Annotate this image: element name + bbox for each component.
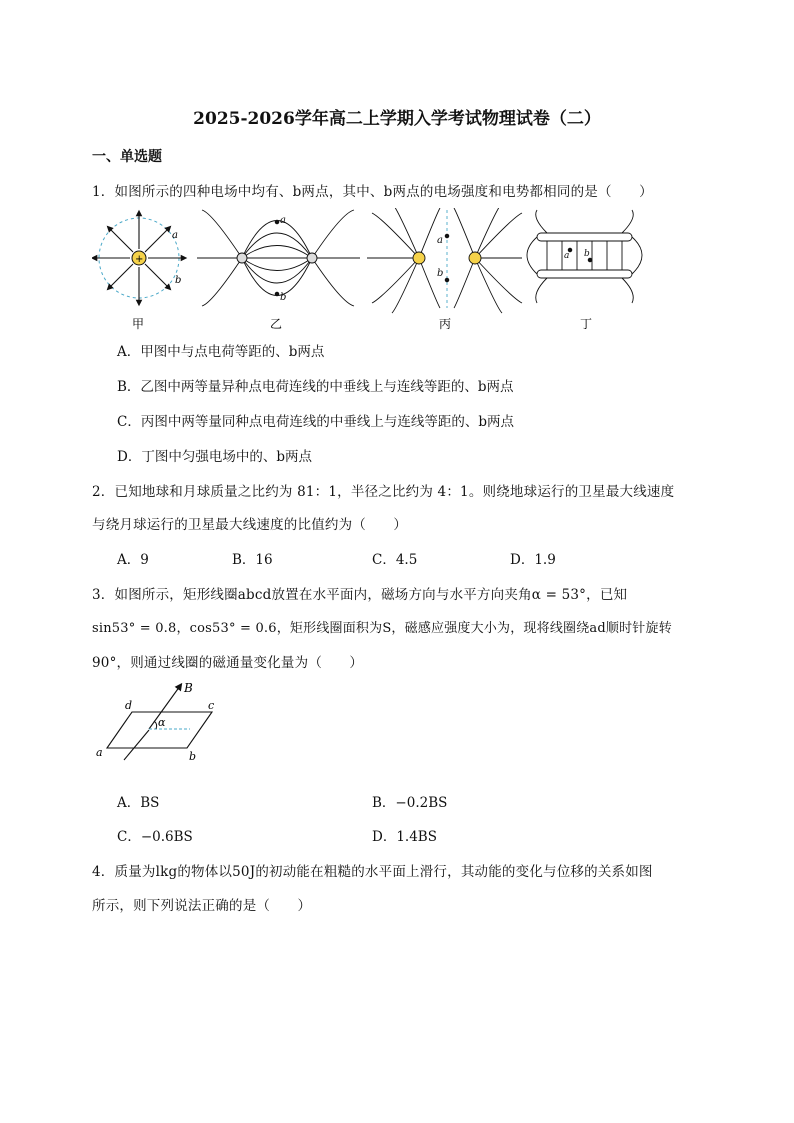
svg-text:a: a: [280, 215, 286, 226]
q1-option-c[interactable]: C．丙图中两等量同种点电荷连线的中垂线上与连线等距的、b两点: [117, 414, 514, 430]
svg-text:b: b: [280, 292, 287, 303]
q3-figure: [92, 680, 242, 780]
q4-stem-line2: 所示，则下列说法正确的是（ ）: [92, 898, 312, 914]
figure-jia: [94, 213, 184, 303]
q3-stem-line2: sin53° = 0.8，cos53° = 0.6，矩形线圈面积为S，磁感应强度大小为，现将线圈绕ad顺时针旋转: [92, 621, 672, 636]
label-B: B: [184, 681, 193, 695]
svg-text:a: a: [172, 230, 178, 241]
q3-option-a[interactable]: A．BS: [117, 795, 160, 811]
label-alpha: α: [158, 716, 166, 729]
section-heading: 一、单选题: [92, 149, 162, 165]
svg-text:a: a: [437, 235, 443, 246]
fig-label-bing: 丙: [439, 317, 452, 331]
q2-option-b[interactable]: B．16: [232, 552, 273, 568]
q2-stem-line2: 与绕月球运行的卫星最大线速度的比值约为（ ）: [92, 517, 408, 533]
label-c: c: [208, 699, 215, 712]
q2-option-a[interactable]: A．9: [117, 552, 149, 568]
q1-figures: [92, 208, 692, 333]
page-title: 2025-2026学年高二上学期入学考试物理试卷（二）: [193, 109, 601, 129]
label-d: d: [125, 699, 133, 712]
q4-stem-line1: 4．质量为lkg的物体以50J的初动能在粗糙的水平面上滑行，其动能的变化与位移的关系如图: [92, 864, 653, 880]
fig-label-jia: 甲: [132, 317, 145, 331]
q3-stem-line1: 3．如图所示，矩形线圈abcd放置在水平面内，磁场方向与水平方向夹角α = 53°，已知: [92, 587, 628, 603]
q3-option-c[interactable]: C．−0.6BS: [117, 829, 193, 845]
q1-stem: 1．如图所示的四种电场中均有、b两点，其中、b两点的电场强度和电势都相同的是（ ）: [92, 184, 653, 200]
label-b: b: [189, 750, 197, 763]
q3-stem-line3: 90°，则通过线圈的磁通量变化量为（ ）: [92, 655, 364, 671]
svg-text:+: +: [135, 254, 144, 265]
figure-bing: [367, 208, 522, 313]
fig-label-yi: 乙: [270, 317, 283, 331]
svg-text:b: b: [584, 249, 590, 259]
q3-option-d[interactable]: D．1.4BS: [372, 829, 437, 845]
svg-text:b: b: [175, 275, 182, 286]
q2-option-d[interactable]: D．1.9: [510, 552, 556, 568]
q1-option-a[interactable]: A．甲图中与点电荷等距的、b两点: [117, 344, 325, 360]
q2-option-c[interactable]: C．4.5: [372, 552, 418, 568]
q1-option-d[interactable]: D．丁图中匀强电场中的、b两点: [117, 449, 312, 465]
svg-text:b: b: [437, 268, 444, 279]
q1-option-b[interactable]: B．乙图中两等量异种点电荷连线的中垂线上与连线等距的、b两点: [117, 379, 514, 395]
fig-label-ding: 丁: [580, 317, 593, 331]
q2-stem-line1: 2．已知地球和月球质量之比约为 81：1，半径之比约为 4：1。则绕地球运行的卫星最大线速度: [92, 484, 675, 500]
label-a: a: [96, 746, 103, 759]
q3-option-b[interactable]: B．−0.2BS: [372, 795, 448, 811]
svg-text:a: a: [564, 251, 570, 261]
figure-ding: [527, 210, 642, 303]
figure-yi: [197, 210, 360, 306]
